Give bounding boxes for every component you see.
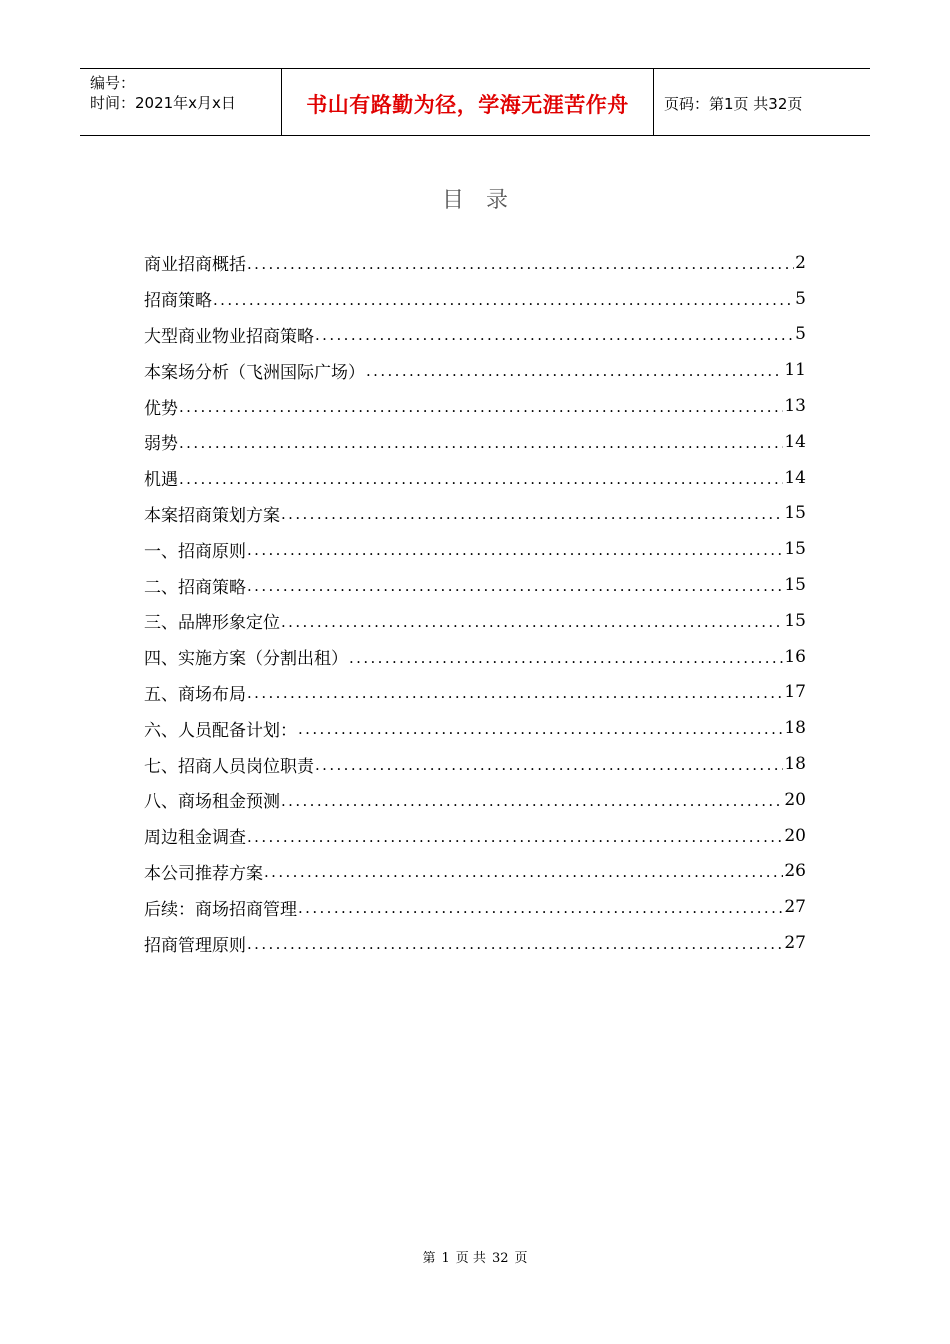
- toc-entry[interactable]: [144, 245, 806, 281]
- table-of-contents: [144, 245, 806, 961]
- toc-entry-page: 26: [784, 861, 806, 882]
- header-motto-cell: [282, 69, 654, 135]
- toc-leader-dots: [366, 362, 783, 380]
- toc-entry-page: 18: [784, 718, 806, 739]
- toc-entry[interactable]: [144, 639, 806, 675]
- toc-entry-page: 14: [784, 431, 806, 452]
- toc-entry-title: 优势: [144, 398, 178, 419]
- toc-entry-page: 14: [784, 467, 806, 488]
- toc-entry[interactable]: [144, 567, 806, 603]
- toc-entry[interactable]: [144, 746, 806, 782]
- toc-entry-page: 2: [795, 252, 806, 273]
- toc-entry[interactable]: [144, 782, 806, 818]
- toc-leader-dots: [247, 684, 783, 702]
- footer-mid: 页 共: [455, 1251, 486, 1266]
- toc-entry-page: 15: [784, 575, 806, 596]
- toc-entry[interactable]: [144, 854, 806, 890]
- toc-entry-title: 大型商业物业招商策略: [144, 326, 314, 347]
- toc-leader-dots: [179, 470, 783, 488]
- toc-entry-title: 后续：商场招商管理: [144, 899, 297, 920]
- toc-entry-title: 六、人员配备计划：: [144, 720, 297, 741]
- toc-leader-dots: [247, 577, 783, 595]
- toc-leader-dots: [179, 398, 783, 416]
- toc-leader-dots: [247, 255, 794, 273]
- toc-entry-title: 招商管理原则: [144, 935, 246, 956]
- toc-entry-page: 18: [784, 754, 806, 775]
- document-date: 时间：2021年x月x日: [90, 94, 236, 112]
- toc-title: 目录: [441, 188, 530, 213]
- toc-entry-title: 二、招商策略: [144, 577, 246, 598]
- page-footer: [0, 1247, 950, 1266]
- toc-leader-dots: [247, 541, 783, 559]
- toc-entry-page: 20: [784, 825, 806, 846]
- document-number-label: 编号：: [90, 74, 136, 92]
- toc-entry[interactable]: [144, 460, 806, 496]
- toc-entry[interactable]: [144, 317, 806, 353]
- toc-leader-dots: [349, 649, 783, 667]
- toc-entry-title: 本案场分析（飞洲国际广场）: [144, 362, 365, 383]
- toc-leader-dots: [264, 863, 783, 881]
- toc-entry-title: 本公司推荐方案: [144, 863, 263, 884]
- toc-entry-title: 五、商场布局: [144, 684, 246, 705]
- toc-entry[interactable]: [144, 531, 806, 567]
- header-meta-cell: [80, 69, 282, 135]
- toc-entry-page: 27: [784, 933, 806, 954]
- toc-entry-title: 机遇: [144, 470, 178, 491]
- toc-entry-page: 20: [784, 789, 806, 810]
- toc-leader-dots: [247, 935, 783, 953]
- toc-entry-page: 16: [784, 646, 806, 667]
- toc-entry[interactable]: [144, 281, 806, 317]
- toc-entry[interactable]: [144, 889, 806, 925]
- toc-entry-title: 三、品牌形象定位: [144, 613, 280, 634]
- toc-entry-page: 5: [795, 288, 806, 309]
- toc-leader-dots: [298, 720, 783, 738]
- toc-entry-title: 招商策略: [144, 291, 212, 312]
- toc-entry-page: 11: [784, 360, 806, 381]
- toc-entry-page: 15: [784, 503, 806, 524]
- toc-entry-title: 四、实施方案（分割出租）: [144, 649, 348, 670]
- toc-entry[interactable]: [144, 818, 806, 854]
- toc-entry-page: 15: [784, 610, 806, 631]
- toc-leader-dots: [179, 434, 783, 452]
- toc-entry-page: 17: [784, 682, 806, 703]
- header-motto: 书山有路勤为径，学海无涯苦作舟: [306, 93, 629, 117]
- toc-entry-title: 七、招商人员岗位职责: [144, 756, 314, 777]
- toc-entry[interactable]: [144, 675, 806, 711]
- toc-entry-page: 27: [784, 897, 806, 918]
- toc-entry[interactable]: [144, 424, 806, 460]
- document-header: [80, 68, 870, 136]
- toc-entry-title: 弱势: [144, 434, 178, 455]
- footer-page-number: 1: [441, 1251, 450, 1266]
- toc-leader-dots: [281, 613, 783, 631]
- toc-entry-title: 商业招商概括: [144, 255, 246, 276]
- header-page-info: 页码：第1页 共32页: [664, 94, 803, 113]
- header-page-cell: [654, 69, 870, 135]
- toc-entry[interactable]: [144, 388, 806, 424]
- toc-entry-title: 本案招商策划方案: [144, 505, 280, 526]
- toc-entry-page: 15: [784, 539, 806, 560]
- toc-entry[interactable]: [144, 710, 806, 746]
- toc-leader-dots: [315, 326, 794, 344]
- toc-entry-title: 一、招商原则: [144, 541, 246, 562]
- toc-entry-page: 5: [795, 324, 806, 345]
- toc-leader-dots: [213, 291, 794, 309]
- toc-entry[interactable]: [144, 925, 806, 961]
- footer-total-pages: 32: [491, 1251, 509, 1266]
- toc-entry-title: 八、商场租金预测: [144, 792, 280, 813]
- toc-leader-dots: [315, 756, 783, 774]
- footer-prefix: 第: [422, 1251, 436, 1266]
- toc-entry-title: 周边租金调查: [144, 828, 246, 849]
- toc-entry[interactable]: [144, 603, 806, 639]
- footer-suffix: 页: [514, 1251, 528, 1266]
- toc-leader-dots: [281, 505, 783, 523]
- toc-leader-dots: [281, 792, 783, 810]
- toc-leader-dots: [298, 899, 783, 917]
- toc-entry[interactable]: [144, 352, 806, 388]
- toc-leader-dots: [247, 828, 783, 846]
- toc-entry[interactable]: [144, 496, 806, 532]
- toc-entry-page: 13: [784, 396, 806, 417]
